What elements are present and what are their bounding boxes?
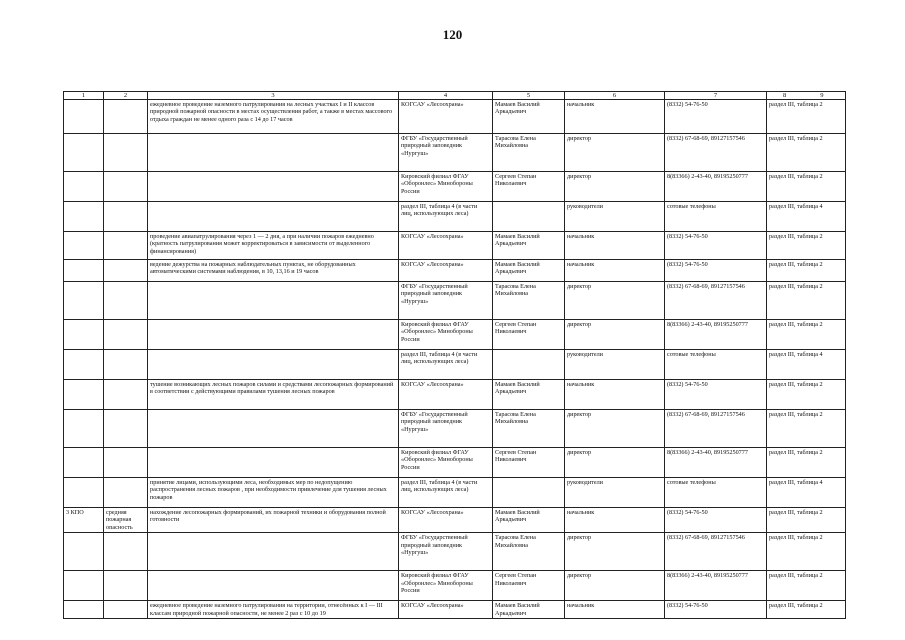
table-cell-c2 bbox=[104, 282, 148, 320]
table-cell-c4: КОГСАУ «Лесоохрана» bbox=[399, 601, 493, 619]
table-cell-c6: директор bbox=[565, 448, 665, 478]
table-cell-c1 bbox=[64, 232, 104, 260]
header-cell: 1 bbox=[64, 92, 104, 100]
table-cell-c1 bbox=[64, 533, 104, 571]
table-cell-c6: директор bbox=[565, 533, 665, 571]
table-row bbox=[64, 448, 846, 478]
table-cell-c3: ведение дежурства на пожарных наблюдательных пунктах, не оборудованных автоматическими системами наблюдения, в 10, 13,16 и 19 часов bbox=[148, 260, 399, 282]
table-cell-c6: директор bbox=[565, 320, 665, 350]
table-cell-c4: КОГСАУ «Лесоохрана» bbox=[399, 508, 493, 533]
table-row bbox=[64, 410, 846, 448]
table-cell-c8: раздел III, таблица 2 bbox=[767, 410, 846, 448]
table-cell-c5: Мамаев Василий Аркадьевич bbox=[493, 100, 565, 134]
table-row bbox=[64, 533, 846, 571]
table-cell-c7: (8332) 54-76-50 bbox=[665, 100, 767, 134]
table-cell-c1 bbox=[64, 478, 104, 508]
table-cell-c3 bbox=[148, 410, 399, 448]
header-cell bbox=[767, 92, 846, 100]
table-cell-c8: раздел III, таблица 2 bbox=[767, 282, 846, 320]
table-cell-c2 bbox=[104, 533, 148, 571]
table-cell-c3 bbox=[148, 448, 399, 478]
table-cell-c7: сотовые телефоны bbox=[665, 478, 767, 508]
table-cell-c6: начальник bbox=[565, 508, 665, 533]
table-cell-c4: раздел III, таблица 4 (в части лиц, использующих леса) bbox=[399, 350, 493, 380]
table-cell-c7: (8332) 54-76-50 bbox=[665, 601, 767, 619]
table-cell-c6: руководители bbox=[565, 478, 665, 508]
table-row bbox=[64, 232, 846, 260]
table-cell-c4: Кировский филиал ФГАУ «Оборонлес» Минобороны России bbox=[399, 172, 493, 202]
table-cell-c7: (8332) 67-68-69, 89127157546 bbox=[665, 410, 767, 448]
table-cell-c5: Тарасова Елена Михайловна bbox=[493, 410, 565, 448]
table-cell-c2 bbox=[104, 571, 148, 601]
page-number: 120 bbox=[442, 27, 463, 42]
table-cell-c5: Мамаев Василий Аркадьевич bbox=[493, 601, 565, 619]
table-cell-c4: раздел III, таблица 4 (в части лиц, использующих леса) bbox=[399, 478, 493, 508]
table-cell-c4: КОГСАУ «Лесоохрана» bbox=[399, 260, 493, 282]
table-cell-c8: раздел III, таблица 4 bbox=[767, 478, 846, 508]
table-cell-c3 bbox=[148, 320, 399, 350]
table-row bbox=[64, 571, 846, 601]
table-cell-c2 bbox=[104, 380, 148, 410]
table-row bbox=[64, 478, 846, 508]
table-row bbox=[64, 202, 846, 232]
table-cell-c7: (8332) 54-76-50 bbox=[665, 232, 767, 260]
table-cell-c6: директор bbox=[565, 134, 665, 172]
table-cell-c4: КОГСАУ «Лесоохрана» bbox=[399, 232, 493, 260]
table-cell-c3 bbox=[148, 172, 399, 202]
table-cell-c1 bbox=[64, 134, 104, 172]
table-cell-c7: сотовые телефоны bbox=[665, 202, 767, 232]
table-row bbox=[64, 601, 846, 619]
header-cell-9: 9 bbox=[820, 92, 824, 99]
table-cell-c3: принятие лицами, использующими леса, необходимых мер по недопущению распространения лесных пожаров , при необходимости привлечение для тушения лесных пожаров bbox=[148, 478, 399, 508]
table-cell-c6: начальник bbox=[565, 260, 665, 282]
table-cell-c4: Кировский филиал ФГАУ «Оборонлес» Минобороны России bbox=[399, 320, 493, 350]
table-cell-c1 bbox=[64, 410, 104, 448]
table-cell-c6: начальник bbox=[565, 380, 665, 410]
header-cell-8: 8 bbox=[783, 92, 787, 99]
table-cell-c4: ФГБУ «Государственный природный заповедник «Нургуш» bbox=[399, 282, 493, 320]
table-cell-c1 bbox=[64, 448, 104, 478]
table-cell-c7: (8332) 54-76-50 bbox=[665, 260, 767, 282]
table-cell-c5: Тарасова Елена Михайловна bbox=[493, 134, 565, 172]
header-row bbox=[64, 92, 846, 100]
table-cell-c1 bbox=[64, 320, 104, 350]
table-cell-c5: Тарасова Елена Михайловна bbox=[493, 282, 565, 320]
table-cell-c2 bbox=[104, 478, 148, 508]
table-row bbox=[64, 350, 846, 380]
table-cell-c6: директор bbox=[565, 172, 665, 202]
table-cell-c2 bbox=[104, 100, 148, 134]
table-cell-c5: Сергеев Степан Николаевич bbox=[493, 448, 565, 478]
table-cell-c5: Сергеев Степан Николаевич bbox=[493, 571, 565, 601]
header-cell: 6 bbox=[565, 92, 665, 100]
table-cell-c2 bbox=[104, 601, 148, 619]
table-cell-c1 bbox=[64, 202, 104, 232]
table-cell-c7: 8(83366) 2-43-40, 89195250777 bbox=[665, 172, 767, 202]
table-cell-c6: руководители bbox=[565, 350, 665, 380]
table-cell-c2 bbox=[104, 232, 148, 260]
table-cell-c8: раздел III, таблица 2 bbox=[767, 100, 846, 134]
table-row bbox=[64, 260, 846, 282]
table-cell-c5: Мамаев Василий Аркадьевич bbox=[493, 380, 565, 410]
table-cell-c8: раздел III, таблица 2 bbox=[767, 172, 846, 202]
table-cell-c6: руководители bbox=[565, 202, 665, 232]
table-cell-c3 bbox=[148, 134, 399, 172]
table-cell-c4: Кировский филиал ФГАУ «Оборонлес» Минобороны России bbox=[399, 571, 493, 601]
table-cell-c2: средняя пожарная опасность bbox=[104, 508, 148, 533]
table-cell-c1 bbox=[64, 282, 104, 320]
table-cell-c8: раздел III, таблица 2 bbox=[767, 380, 846, 410]
table-cell-c1 bbox=[64, 172, 104, 202]
table-cell-c8: раздел III, таблица 2 bbox=[767, 134, 846, 172]
table-cell-c3 bbox=[148, 282, 399, 320]
table-cell-c7: 8(83366) 2-43-40, 89195250777 bbox=[665, 571, 767, 601]
table-row bbox=[64, 320, 846, 350]
fire-plan-table bbox=[63, 91, 846, 619]
table-cell-c6: начальник bbox=[565, 601, 665, 619]
table-cell-c6: начальник bbox=[565, 232, 665, 260]
table-cell-c3: тушение возникающих лесных пожаров силами и средствами лесопожарных формирований в соответствии с действующими правилами тушения лесных пожаров bbox=[148, 380, 399, 410]
table-cell-c3 bbox=[148, 571, 399, 601]
table-cell-c2 bbox=[104, 350, 148, 380]
table-cell-c2 bbox=[104, 410, 148, 448]
table-cell-c8: раздел III, таблица 2 bbox=[767, 533, 846, 571]
header-cell: 2 bbox=[104, 92, 148, 100]
table-cell-c6: директор bbox=[565, 410, 665, 448]
table-cell-c8: раздел III, таблица 4 bbox=[767, 350, 846, 380]
header-cell: 7 bbox=[665, 92, 767, 100]
table-cell-c4: ФГБУ «Государственный природный заповедник «Нургуш» bbox=[399, 134, 493, 172]
table-cell-c1 bbox=[64, 350, 104, 380]
table-cell-c4: ФГБУ «Государственный природный заповедник «Нургуш» bbox=[399, 533, 493, 571]
table-row bbox=[64, 282, 846, 320]
table-cell-c3: нахождение лесопожарных формирований, их пожарной техники и оборудования полной готовности bbox=[148, 508, 399, 533]
table-cell-c3 bbox=[148, 533, 399, 571]
table-cell-c2 bbox=[104, 320, 148, 350]
table-cell-c5: Сергеев Степан Николаевич bbox=[493, 320, 565, 350]
table-cell-c3: ежедневное проведение наземного патрулирования на территории, отнесённых к I — III классам природной пожарной опасности, не менее 2 раз с 10 до 19 bbox=[148, 601, 399, 619]
table-cell-c1 bbox=[64, 571, 104, 601]
table-cell-c4: ФГБУ «Государственный природный заповедник «Нургуш» bbox=[399, 410, 493, 448]
table-cell-c7: (8332) 67-68-69, 89127157546 bbox=[665, 282, 767, 320]
table-cell-c7: (8332) 54-76-50 bbox=[665, 380, 767, 410]
header-cell: 5 bbox=[493, 92, 565, 100]
table-cell-c8: раздел III, таблица 2 bbox=[767, 571, 846, 601]
table-cell-c7: (8332) 54-76-50 bbox=[665, 508, 767, 533]
table-cell-c3 bbox=[148, 202, 399, 232]
table-cell-c4: раздел III, таблица 4 (в части лиц, использующих леса) bbox=[399, 202, 493, 232]
table-cell-c8: раздел III, таблица 2 bbox=[767, 448, 846, 478]
table-cell-c5 bbox=[493, 202, 565, 232]
table-cell-c3: ежедневное проведение наземного патрулирования на лесных участках I и II классов природной пожарной опасности в местах осуществления работ, а также в местах массового отдыха граждан не менее одного раза с 14 до 17 часов bbox=[148, 100, 399, 134]
table-cell-c5 bbox=[493, 478, 565, 508]
table-cell-c6: директор bbox=[565, 282, 665, 320]
table-cell-c1 bbox=[64, 260, 104, 282]
table-row bbox=[64, 508, 846, 533]
table-cell-c6: начальник bbox=[565, 100, 665, 134]
table-cell-c2 bbox=[104, 134, 148, 172]
table-cell-c5: Тарасова Елена Михайловна bbox=[493, 533, 565, 571]
table-cell-c3: проведение авиапатрулирования через 1 — 2 дня, а при наличии пожаров ежедневно (кратность патрулирования может корректироваться в зависимости от выделенного финансирования) bbox=[148, 232, 399, 260]
table-cell-c1 bbox=[64, 601, 104, 619]
table-cell-c7: 8(83366) 2-43-40, 89195250777 bbox=[665, 320, 767, 350]
table-cell-c8: раздел III, таблица 2 bbox=[767, 508, 846, 533]
table-cell-c5: Мамаев Василий Аркадьевич bbox=[493, 260, 565, 282]
table-cell-c8: раздел III, таблица 2 bbox=[767, 320, 846, 350]
table-cell-c1 bbox=[64, 100, 104, 134]
table-cell-c5: Мамаев Василий Аркадьевич bbox=[493, 232, 565, 260]
table-cell-c7: (8332) 67-68-69, 89127157546 bbox=[665, 533, 767, 571]
table-cell-c5: Мамаев Василий Аркадьевич bbox=[493, 508, 565, 533]
table-cell-c4: КОГСАУ «Лесоохрана» bbox=[399, 380, 493, 410]
header-cell: 3 bbox=[148, 92, 399, 100]
header-cell: 4 bbox=[399, 92, 493, 100]
table-cell-c7: 8(83366) 2-43-40, 89195250777 bbox=[665, 448, 767, 478]
table-cell-c4: КОГСАУ «Лесоохрана» bbox=[399, 100, 493, 134]
table-cell-c1 bbox=[64, 380, 104, 410]
table-cell-c7: (8332) 67-68-69, 89127157546 bbox=[665, 134, 767, 172]
table-row bbox=[64, 380, 846, 410]
table-cell-c4: Кировский филиал ФГАУ «Оборонлес» Минобороны России bbox=[399, 448, 493, 478]
table-cell-c5 bbox=[493, 350, 565, 380]
table-cell-c6: директор bbox=[565, 571, 665, 601]
table-cell-c8: раздел III, таблица 2 bbox=[767, 601, 846, 619]
table-cell-c2 bbox=[104, 448, 148, 478]
table-cell-c8: раздел III, таблица 2 bbox=[767, 260, 846, 282]
table-cell-c2 bbox=[104, 260, 148, 282]
table-cell-c1: 3 КПО bbox=[64, 508, 104, 533]
table-cell-c7: сотовые телефоны bbox=[665, 350, 767, 380]
table-cell-c2 bbox=[104, 172, 148, 202]
table-cell-c8: раздел III, таблица 2 bbox=[767, 232, 846, 260]
table-row bbox=[64, 172, 846, 202]
table-row bbox=[64, 100, 846, 134]
table-row bbox=[64, 134, 846, 172]
table-cell-c3 bbox=[148, 350, 399, 380]
table-cell-c8: раздел III, таблица 4 bbox=[767, 202, 846, 232]
table-cell-c5: Сергеев Степан Николаевич bbox=[493, 172, 565, 202]
table-cell-c2 bbox=[104, 202, 148, 232]
